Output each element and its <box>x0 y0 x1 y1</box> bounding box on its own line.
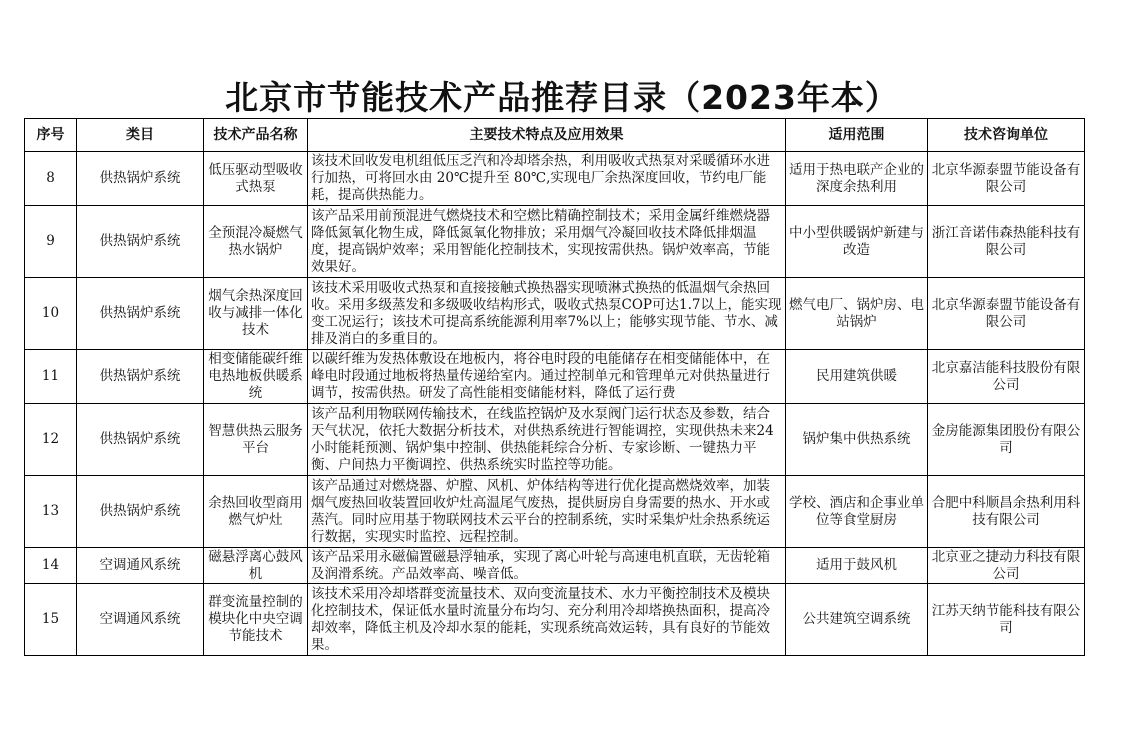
row-scope: 适用于热电联产企业的深度余热利用 <box>789 161 924 195</box>
row-category: 供热锅炉系统 <box>99 233 181 249</box>
row-consulting-unit: 合肥中科顺昌余热利用科技有限公司 <box>931 494 1081 528</box>
row-category: 供热锅炉系统 <box>99 368 181 384</box>
row-product-name: 烟气余热深度回收与减排一体化技术 <box>208 288 303 338</box>
row-consulting-unit: 北京华源泰盟节能设备有限公司 <box>931 161 1081 195</box>
row-consulting-unit: 金房能源集团股份有限公司 <box>931 422 1081 456</box>
row-category: 供热锅炉系统 <box>99 431 181 447</box>
row-description: 该产品通过对燃烧器、炉膛、风机、炉体结构等进行优化提高燃烧效率，加装烟气废热回收装置回收炉灶高温尾气废热，提供厨房自身需要的热水、开水或蒸汽。同时应用基于物联网技术云平台的控制系统，实时采集炉灶余热系统运行数据，实现实时监控、远程控制。 <box>311 477 770 545</box>
row-category: 供热锅炉系统 <box>99 170 181 186</box>
row-description: 该产品采用前预混进气燃烧技术和空燃比精确控制技术；采用金属纤维燃烧器降低氮氧化物生成，降低氮氧化物排放；采用烟气冷凝回收技术降低排烟温度，提高锅炉效率；采用智能化控制技术，实现按需供热。锅炉效率高，节能效果好。 <box>311 207 770 275</box>
row-category: 供热锅炉系统 <box>99 305 181 321</box>
row-consulting-unit: 北京亚之捷动力科技有限公司 <box>931 548 1081 582</box>
table-row <box>25 584 1085 656</box>
row-description: 该技术采用冷却塔群变流量技术、双向变流量技术、水力平衡控制技术及模块化控制技术，保证低水量时流量分布均匀、充分利用冷却塔换热面积，提高冷却效率，降低主机及冷却水泵的能耗，实现系统高效运转，具有良好的节能效果。 <box>311 585 770 653</box>
header-category: 类目 <box>77 119 204 152</box>
table-row <box>25 476 1085 548</box>
page-title: 北京市节能技术产品推荐目录（2023年本） <box>225 78 899 117</box>
header-scope: 适用范围 <box>786 119 928 152</box>
row-consulting-unit: 北京华源泰盟节能设备有限公司 <box>931 296 1081 330</box>
row-product-name: 相变储能碳纤维电热地板供暖系统 <box>208 351 303 401</box>
row-category: 空调通风系统 <box>99 557 181 573</box>
table-row <box>25 206 1085 278</box>
row-number: 11 <box>41 368 60 384</box>
row-number: 12 <box>41 431 60 447</box>
header-product-name: 技术产品名称 <box>204 119 308 152</box>
row-product-name: 全预混冷凝燃气热水锅炉 <box>208 224 303 258</box>
row-product-name: 余热回收型商用燃气炉灶 <box>208 494 303 528</box>
row-product-name: 磁悬浮离心鼓风机 <box>208 548 303 582</box>
row-consulting-unit: 北京嘉洁能科技股份有限公司 <box>931 359 1081 393</box>
row-description: 该产品利用物联网传输技术，在线监控锅炉及水泵阀门运行状态及参数，结合天气状况，依托大数据分析技术，对供热系统进行智能调控，实现供热未来24小时能耗预测、锅炉集中控制、供热能耗综合分析、专家诊断、一键热力平衡、户间热力平衡调控、供热系统实时监控等功能。 <box>311 405 774 473</box>
row-number: 8 <box>46 170 55 186</box>
row-product-name: 智慧供热云服务平台 <box>208 422 303 456</box>
table-row <box>25 404 1085 476</box>
row-scope: 公共建筑空调系统 <box>802 611 911 627</box>
row-consulting-unit: 浙江音诺伟森热能科技有限公司 <box>931 224 1081 258</box>
row-scope: 中小型供暖锅炉新建与改造 <box>789 224 924 258</box>
row-number: 9 <box>46 233 55 249</box>
table-row <box>25 350 1085 404</box>
table-row <box>25 152 1085 206</box>
row-number: 15 <box>41 611 60 627</box>
row-description: 该技术采用吸收式热泵和直接接触式换热器实现喷淋式换热的低温烟气余热回收。采用多级蒸发和多级吸收结构形式，吸收式热泵COP可达1.7以上，能实现变工况运行；该技术可提高系统能源利用率7%以上；能够实现节能、节水、减排及消白的多重目的。 <box>311 279 782 347</box>
row-product-name: 低压驱动型吸收式热泵 <box>208 161 303 195</box>
row-number: 13 <box>41 503 60 519</box>
header-consulting-unit: 技术咨询单位 <box>928 119 1085 152</box>
row-category: 空调通风系统 <box>99 611 181 627</box>
catalog-table <box>24 118 1085 656</box>
header-description: 主要技术特点及应用效果 <box>308 119 786 152</box>
table-row <box>25 548 1085 584</box>
row-description: 以碳纤维为发热体敷设在地板内，将谷电时段的电能储存在相变储能体中，在峰电时段通过地板将热量传递给室内。通过控制单元和管理单元对供热量进行调节，按需供热。研发了高性能相变储能材料，降低了运行费 <box>311 351 770 401</box>
row-number: 10 <box>41 305 60 321</box>
header-no: 序号 <box>25 119 77 152</box>
row-product-name: 群变流量控制的模块化中央空调节能技术 <box>208 594 303 644</box>
row-scope: 民用建筑供暖 <box>816 368 897 384</box>
row-scope: 适用于鼓风机 <box>816 557 897 573</box>
table-header-row <box>25 119 1085 152</box>
table-row <box>25 278 1085 350</box>
row-scope: 锅炉集中供热系统 <box>802 431 911 447</box>
row-scope: 燃气电厂、锅炉房、电站锅炉 <box>789 296 924 330</box>
row-consulting-unit: 江苏天纳节能科技有限公司 <box>931 602 1081 636</box>
row-description: 该技术回收发电机组低压乏汽和冷却塔余热，利用吸收式热泵对采暖循环水进行加热，可将回水由 20℃提升至 80℃,实现电厂余热深度回收，节约电厂能耗，提高供热能力。 <box>311 153 770 203</box>
row-category: 供热锅炉系统 <box>99 503 181 519</box>
row-description: 该产品采用永磁偏置磁悬浮轴承，实现了离心叶轮与高速电机直联，无齿轮箱及润滑系统。产品效率高、噪音低。 <box>311 548 770 582</box>
row-number: 14 <box>41 557 60 573</box>
row-scope: 学校、酒店和企事业单位等食堂厨房 <box>789 494 924 528</box>
